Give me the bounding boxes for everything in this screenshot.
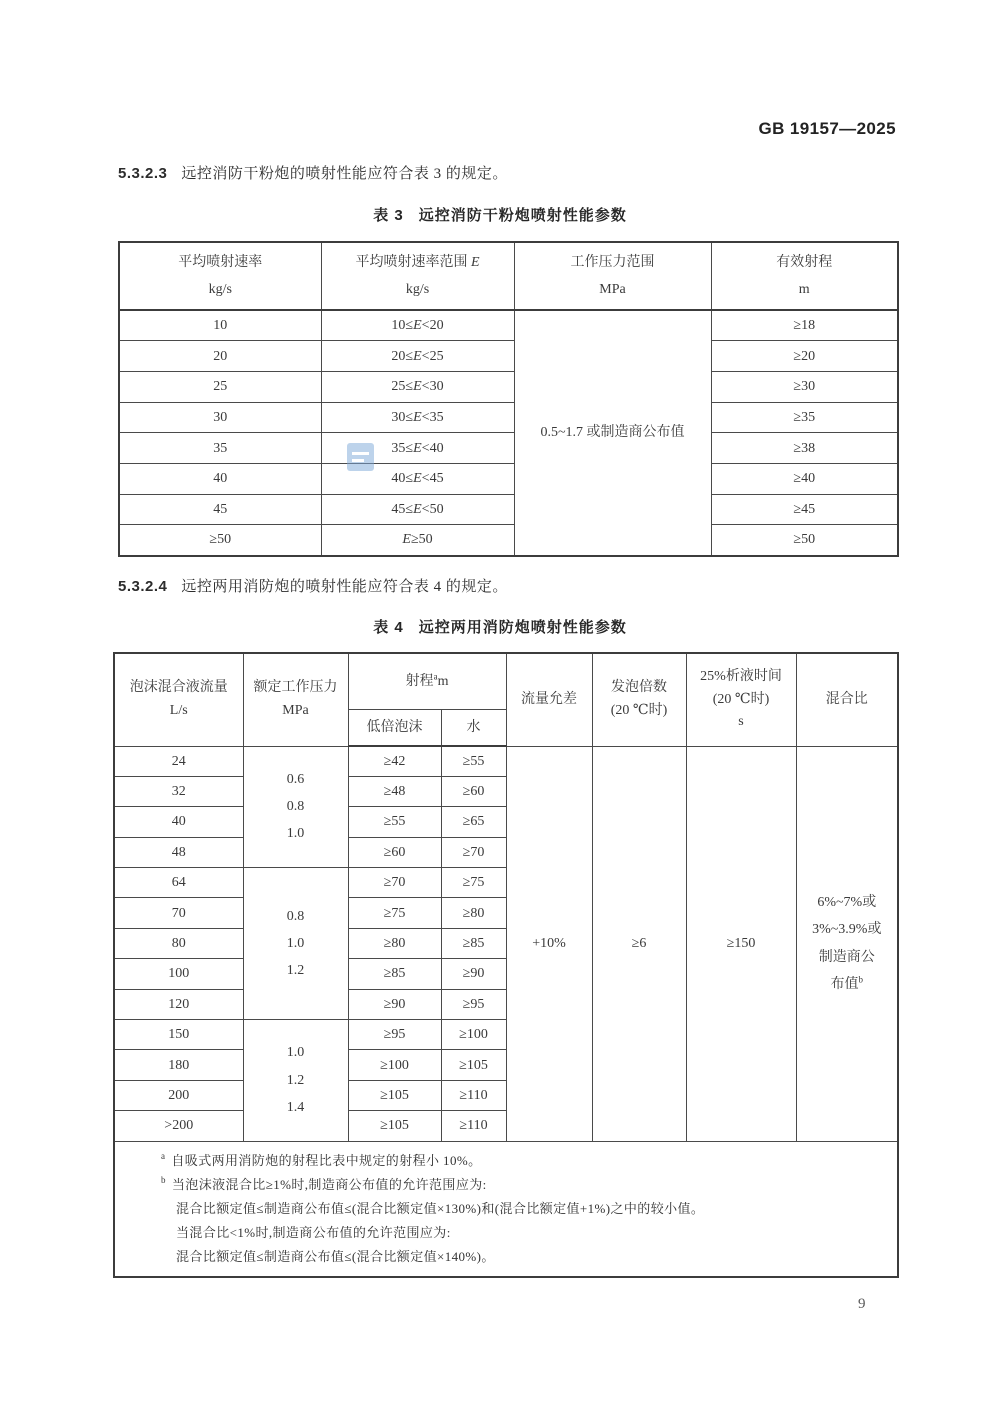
t4-flow-cell: 70 xyxy=(114,898,243,928)
t4-flow-cell: 180 xyxy=(114,1050,243,1080)
t4-header-water-sub: 水 xyxy=(441,709,506,746)
t4-foam-cell: ≥42 xyxy=(348,746,441,776)
t4-pressure-group3-cell: 1.0 1.2 1.4 xyxy=(243,1020,348,1142)
t4-water-cell: ≥100 xyxy=(441,1020,506,1050)
table-row xyxy=(119,310,898,341)
t4-water-cell: ≥60 xyxy=(441,776,506,806)
footnote-a: $^a$ 自吸式两用消防炮的射程比表中规定的射程小 10%。 xyxy=(161,1151,482,1168)
t4-water-cell: ≥55 xyxy=(441,746,506,776)
t4-expansion-merged-cell: ≥6 xyxy=(592,746,686,1141)
t4-flow-cell: 200 xyxy=(114,1080,243,1110)
t4-foam-cell: ≥60 xyxy=(348,837,441,867)
t4-water-cell: ≥70 xyxy=(441,837,506,867)
table-row xyxy=(119,371,898,402)
t4-foam-cell: ≥100 xyxy=(348,1050,441,1080)
table3-title-label: 表 3 xyxy=(373,207,404,224)
table-row xyxy=(119,463,898,494)
t3-range-cell: 10≤E<20 xyxy=(321,310,514,341)
t4-flow-cell: >200 xyxy=(114,1111,243,1141)
t4-header-flow: 泡沫混合液流量 L/s xyxy=(114,653,243,746)
t4-flow-cell: 80 xyxy=(114,928,243,958)
footnote-b-cont: 混合比额定值≤制造商公布值≤(混合比额定值×140%)。 xyxy=(176,1248,495,1264)
t4-foam-cell: ≥75 xyxy=(348,898,441,928)
t3-distance-cell: ≥20 xyxy=(711,341,898,372)
t4-flow-cell: 32 xyxy=(114,776,243,806)
t4-flow-cell: 48 xyxy=(114,837,243,867)
t4-foam-cell: ≥85 xyxy=(348,959,441,989)
t3-rate-cell: 45 xyxy=(119,494,321,525)
t4-pressure-group1-cell: 0.6 0.8 1.0 xyxy=(243,746,348,868)
t4-mix-merged-cell: 6%~7%或 3%~3.9%或 制造商公 布值$^b$ xyxy=(796,746,898,1141)
table-3-dry-powder-monitor xyxy=(118,241,899,557)
table4-title xyxy=(0,616,1000,637)
footnote-b-cont: 当混合比<1%时,制造商公布值的允许范围应为: xyxy=(176,1224,451,1240)
t4-water-cell: ≥90 xyxy=(441,959,506,989)
t4-water-cell: ≥95 xyxy=(441,989,506,1019)
t4-foam-cell: ≥95 xyxy=(348,1020,441,1050)
t4-header-pressure: 额定工作压力 MPa xyxy=(243,653,348,746)
t4-pressure-group2-cell: 0.8 1.0 1.2 xyxy=(243,868,348,1020)
t4-foam-cell: ≥55 xyxy=(348,807,441,837)
t4-foam-cell: ≥80 xyxy=(348,928,441,958)
t4-drainage-merged-cell: ≥150 xyxy=(686,746,796,1141)
t3-rate-cell: 40 xyxy=(119,463,321,494)
t4-header-range: 射程$^a$m xyxy=(348,653,506,709)
section-text: 远控消防干粉炮的喷射性能应符合表 3 的规定。 xyxy=(181,166,508,182)
section-5-3-2-3 xyxy=(118,162,508,183)
t4-foam-cell: ≥48 xyxy=(348,776,441,806)
t3-header-range: 平均喷射速率范围 E kg/s xyxy=(321,242,514,310)
t4-water-cell: ≥110 xyxy=(441,1111,506,1141)
footnote-row xyxy=(114,1141,898,1277)
t3-header-pressure: 工作压力范围 MPa xyxy=(514,242,711,310)
t4-flow-cell: 150 xyxy=(114,1020,243,1050)
t4-water-cell: ≥75 xyxy=(441,868,506,898)
table-row xyxy=(119,402,898,433)
table-4-dual-purpose-monitor xyxy=(113,652,899,1278)
standard-code: GB 19157—2025 xyxy=(758,119,896,138)
t4-tolerance-merged-cell: +10% xyxy=(506,746,592,1141)
t3-pressure-merged-cell: 0.5~1.7 或制造商公布值 xyxy=(514,310,711,556)
t3-rate-cell: 35 xyxy=(119,433,321,464)
t4-flow-cell: 24 xyxy=(114,746,243,776)
t4-water-cell: ≥80 xyxy=(441,898,506,928)
t3-rate-cell: 30 xyxy=(119,402,321,433)
table3-title-text: 远控消防干粉炮喷射性能参数 xyxy=(418,207,627,224)
section-number: 5.3.2.4 xyxy=(118,578,168,595)
t4-foam-cell: ≥105 xyxy=(348,1111,441,1141)
watermark-logo xyxy=(347,443,374,471)
t3-range-cell: E≥50 xyxy=(321,525,514,556)
t4-header-foam-sub: 低倍泡沫 xyxy=(348,709,441,746)
section-text: 远控两用消防炮的喷射性能应符合表 4 的规定。 xyxy=(181,579,508,595)
table-row xyxy=(119,341,898,372)
t3-range-cell: 30≤E<35 xyxy=(321,402,514,433)
t4-water-cell: ≥85 xyxy=(441,928,506,958)
section-number: 5.3.2.3 xyxy=(118,165,168,182)
t4-header-expansion: 发泡倍数 (20 ℃时) xyxy=(592,653,686,746)
table4-footnotes xyxy=(114,1141,898,1277)
t3-rate-cell: ≥50 xyxy=(119,525,321,556)
t3-distance-cell: ≥45 xyxy=(711,494,898,525)
t3-distance-cell: ≥18 xyxy=(711,310,898,341)
t4-water-cell: ≥105 xyxy=(441,1050,506,1080)
t4-water-cell: ≥110 xyxy=(441,1080,506,1110)
t3-distance-cell: ≥50 xyxy=(711,525,898,556)
t3-distance-cell: ≥35 xyxy=(711,402,898,433)
t4-header-mix: 混合比 xyxy=(796,653,898,746)
t3-range-cell: 25≤E<30 xyxy=(321,371,514,402)
t3-header-rate: 平均喷射速率 kg/s xyxy=(119,242,321,310)
table-row xyxy=(119,494,898,525)
t3-rate-cell: 10 xyxy=(119,310,321,341)
t3-distance-cell: ≥40 xyxy=(711,463,898,494)
t3-rate-cell: 25 xyxy=(119,371,321,402)
t3-distance-cell: ≥38 xyxy=(711,433,898,464)
t3-rate-cell: 20 xyxy=(119,341,321,372)
table-row xyxy=(119,525,898,556)
t3-range-cell: 40≤E<45 xyxy=(321,463,514,494)
t3-range-cell: 45≤E<50 xyxy=(321,494,514,525)
table-row xyxy=(114,746,898,776)
table3-title xyxy=(0,204,1000,225)
table4-title-label: 表 4 xyxy=(373,619,404,636)
footnote-b: $^b$ 当泡沫液混合比≥1%时,制造商公布值的允许范围应为: xyxy=(161,1175,487,1192)
table-row xyxy=(119,433,898,464)
t3-range-cell: 35≤E<40 xyxy=(321,433,514,464)
t3-distance-cell: ≥30 xyxy=(711,371,898,402)
t4-foam-cell: ≥105 xyxy=(348,1080,441,1110)
footnote-b-cont: 混合比额定值≤制造商公布值≤(混合比额定值×130%)和(混合比额定值+1%)之中的较小值。 xyxy=(176,1200,705,1216)
t3-header-distance: 有效射程 m xyxy=(711,242,898,310)
t4-header-drainage: 25%析液时间 (20 ℃时) s xyxy=(686,653,796,746)
page-number: 9 xyxy=(858,1296,866,1312)
t4-flow-cell: 100 xyxy=(114,959,243,989)
t3-range-cell: 20≤E<25 xyxy=(321,341,514,372)
t4-flow-cell: 64 xyxy=(114,868,243,898)
t4-flow-cell: 120 xyxy=(114,989,243,1019)
table4-title-text: 远控两用消防炮喷射性能参数 xyxy=(418,619,627,636)
t4-header-tolerance: 流量允差 xyxy=(506,653,592,746)
t4-foam-cell: ≥70 xyxy=(348,868,441,898)
t4-water-cell: ≥65 xyxy=(441,807,506,837)
section-5-3-2-4 xyxy=(118,575,508,596)
t4-foam-cell: ≥90 xyxy=(348,989,441,1019)
t4-flow-cell: 40 xyxy=(114,807,243,837)
